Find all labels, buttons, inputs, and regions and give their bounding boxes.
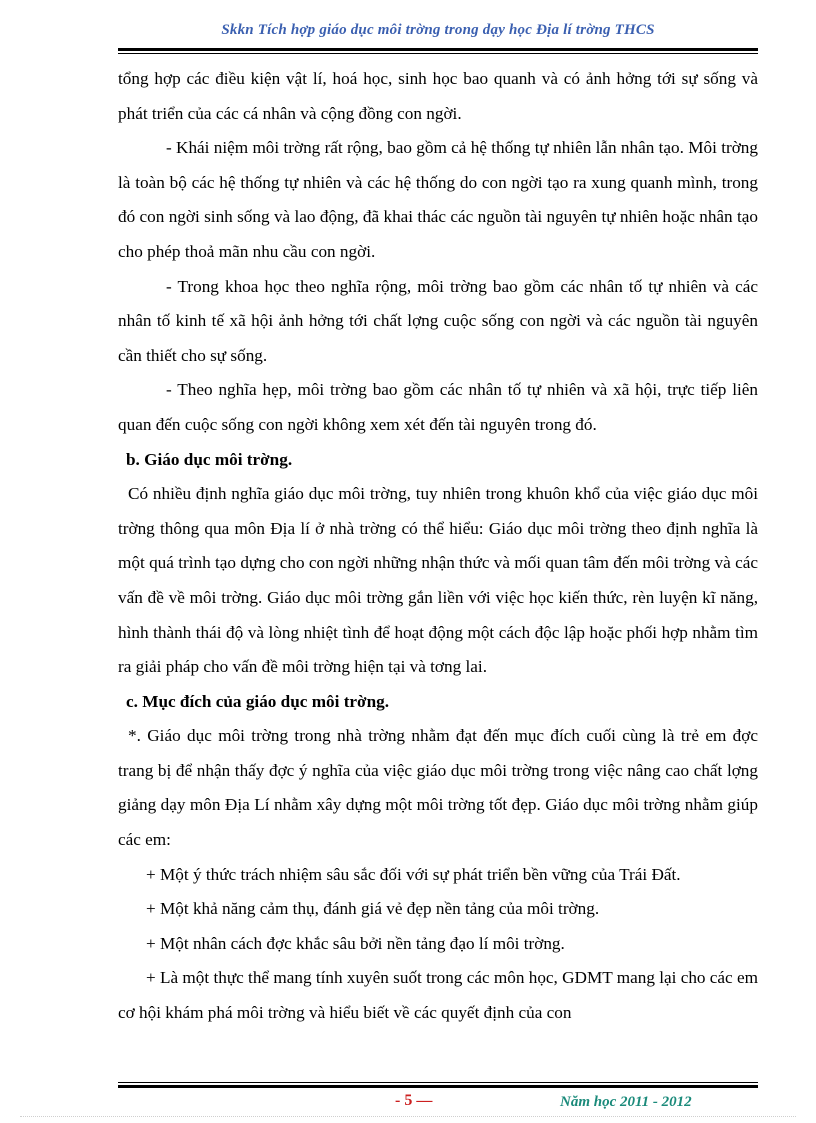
section-heading-c: c. Mục đích của giáo dục môi trờng. xyxy=(126,691,390,711)
paragraph: - Khái niệm môi trờng rất rộng, bao gồm cả hệ thống tự nhiên lẫn nhân tạo. Môi trờng là toàn bộ các hệ thống tự nhiên và các hệ thống do con ngời tạo ra xung quanh mình, trong đó con ngời sinh sống và lao động, đã khai thác các nguồn tài nguyên tự nhiên hoặc nhân tạo cho phép thoả mãn nhu cầu con ngời. xyxy=(118,138,758,261)
footer-divider xyxy=(118,1082,758,1088)
paragraph: - Theo nghĩa hẹp, môi trờng bao gồm các nhân tố tự nhiên và xã hội, trực tiếp liên quan đến cuộc sống con ngời không xem xét đến tài nguyên trong đó. xyxy=(118,380,758,434)
paragraph: *. Giáo dục môi trờng trong nhà trờng nhằm đạt đến mục đích cuối cùng là trẻ em đợc trang bị để nhận thấy đợc ý nghĩa của việc giáo dục môi trờng trong việc nâng cao chất lợng giảng dạy môn Địa Lí nhằm xây dựng một môi trờng tốt đẹp. Giáo dục môi trờng nhằm giúp các em: xyxy=(118,726,758,850)
paragraph: Có nhiều định nghĩa giáo dục môi trờng, tuy nhiên trong khuôn khổ của việc giáo dục môi trờng thông qua môn Địa lí ở nhà trờng có thể hiểu: Giáo dục môi trờng theo định nghĩa là một quá trình tạo dựng cho con ngời những nhận thức và mối quan tâm đến môi trờng và các vấn đề về môi trờng. Giáo dục môi trờng gắn liền với việc học kiến thức, rèn luyện kĩ năng, hình thành thái độ và lòng nhiệt tình để hoạt động một cách độc lập hoặc phối hợp nhằm tìm ra giải pháp cho vấn đề môi trờng hiện tại và tơng lai. xyxy=(118,484,758,677)
page-edge-dotted-line xyxy=(20,1116,796,1117)
list-item: + Một ý thức trách nhiệm sâu sắc đối với sự phát triển bền vững của Trái Đất. xyxy=(146,864,681,884)
running-header: Skkn Tích hợp giáo dục môi trờng trong dạy học Địa lí trờng THCS xyxy=(221,22,655,38)
list-item: + Là một thực thể mang tính xuyên suốt trong các môn học, GDMT mang lại cho các em cơ hội khám phá môi trờng và hiểu biết về các quyết định của con xyxy=(118,968,758,1023)
list-item: + Một nhân cách đợc khắc sâu bởi nền tảng đạo lí môi trờng. xyxy=(146,933,565,953)
paragraph: tổng hợp các điều kiện vật lí, hoá học, sinh học bao quanh và có ảnh hởng tới sự sống và phát triển của các cá nhân và cộng đồng con ngời. xyxy=(118,69,758,123)
section-heading-b: b. Giáo dục môi trờng. xyxy=(126,449,293,469)
school-year: Năm học 2011 - 2012 xyxy=(560,1094,692,1110)
page-number: - 5 — xyxy=(395,1092,433,1109)
list-item: + Một khả năng cảm thụ, đánh giá vẻ đẹp nền tảng của môi trờng. xyxy=(146,899,600,919)
document-body xyxy=(118,62,758,1031)
header-divider xyxy=(118,48,758,54)
paragraph: - Trong khoa học theo nghĩa rộng, môi trờng bao gồm các nhân tố tự nhiên và các nhân tố kinh tế xã hội ảnh hởng tới chất lợng cuộc sống con ngời và các nguồn tài nguyên cần thiết cho sự sống. xyxy=(118,276,758,365)
